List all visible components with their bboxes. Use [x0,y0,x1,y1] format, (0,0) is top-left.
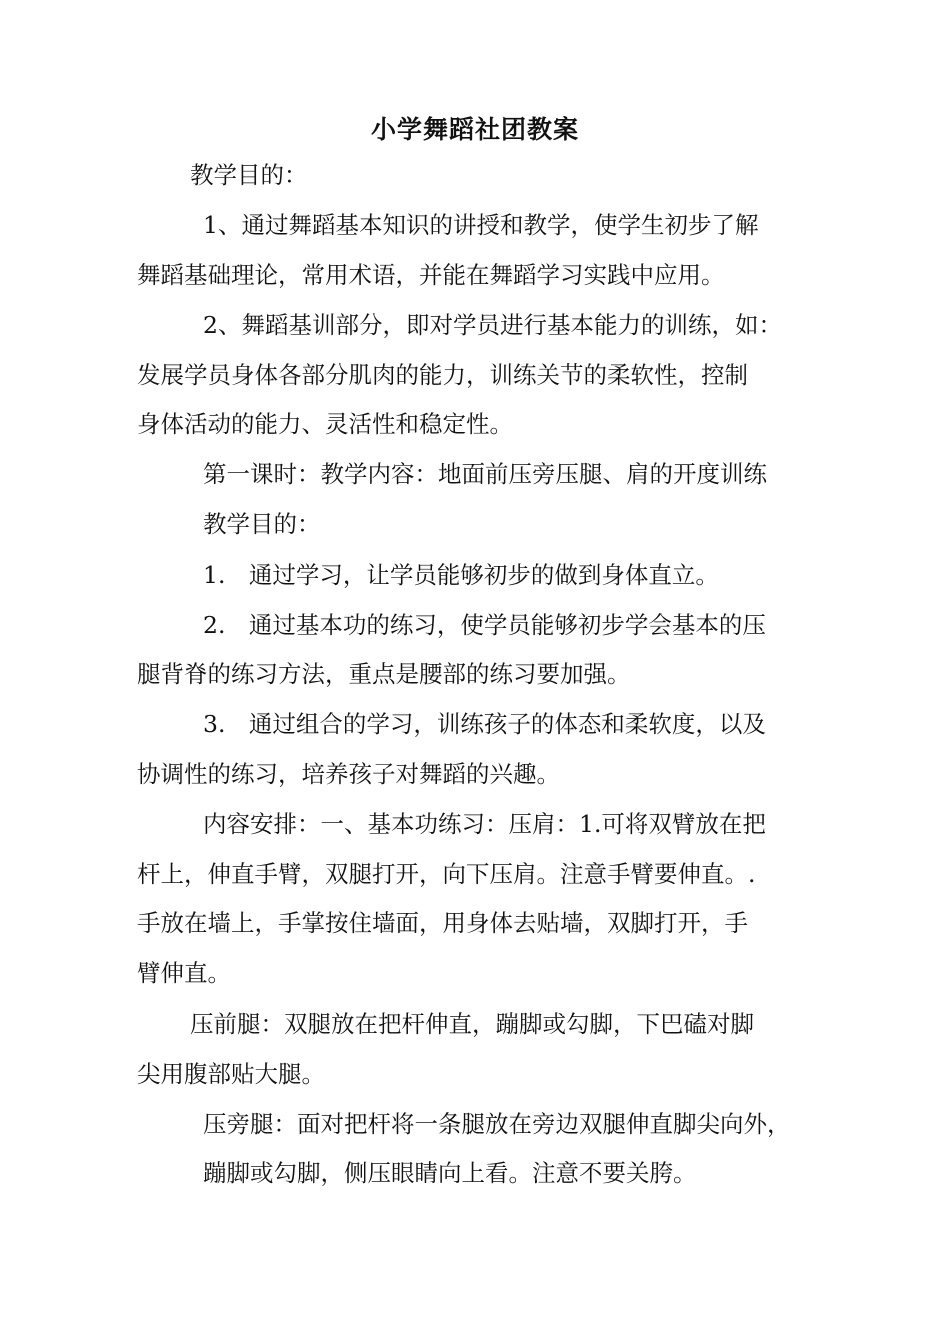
paragraph-line: 舞蹈基础理论，常用术语，并能在舞蹈学习实践中应用。 [137,261,725,289]
paragraph-line: 协调性的练习，培养孩子对舞蹈的兴趣。 [137,760,560,788]
paragraph-line: 压旁腿：面对把杆将一条腿放在旁边双腿伸直脚尖向外， [203,1110,791,1138]
section-heading-objectives: 教学目的： [190,161,308,189]
paragraph-line: 1、通过舞蹈基本知识的讲授和教学，使学生初步了解 [203,211,759,239]
paragraph-line: 内容安排：一、基本功练习：压肩：1.可将双臂放在把 [203,810,766,838]
list-item: 2. 通过基本功的练习，使学员能够初步学会基本的压 [203,611,766,639]
paragraph-line: 杆上，伸直手臂，双腿打开，向下压肩。注意手臂要伸直。. [137,860,756,888]
paragraph-line: 蹦脚或勾脚，侧压眼睛向上看。注意不要关胯。 [203,1159,697,1187]
paragraph-line: 腿背脊的练习方法，重点是腰部的练习要加强。 [137,660,631,688]
paragraph-line: 发展学员身体各部分肌肉的能力，训练关节的柔软性，控制 [137,361,748,389]
section-heading-objectives: 教学目的： [203,510,321,538]
paragraph-line: 尖用腹部贴大腿。 [137,1060,325,1088]
paragraph-line: 压前腿：双腿放在把杆伸直，蹦脚或勾脚，下巴磕对脚 [190,1010,754,1038]
paragraph-line: 2、舞蹈基训部分，即对学员进行基本能力的训练，如： [203,311,782,339]
list-item: 1. 通过学习，让学员能够初步的做到身体直立。 [203,561,719,589]
paragraph-line: 手放在墙上，手掌按住墙面，用身体去贴墙，双脚打开，手 [137,909,748,937]
paragraph-line: 身体活动的能力、灵活性和稳定性。 [137,410,513,438]
document-title: 小学舞蹈社团教案 [370,115,579,144]
lesson-heading: 第一课时：教学内容：地面前压旁压腿、肩的开度训练 [203,460,767,488]
list-item: 3. 通过组合的学习，训练孩子的体态和柔软度，以及 [203,710,766,738]
paragraph-line: 臂伸直。 [137,959,231,987]
